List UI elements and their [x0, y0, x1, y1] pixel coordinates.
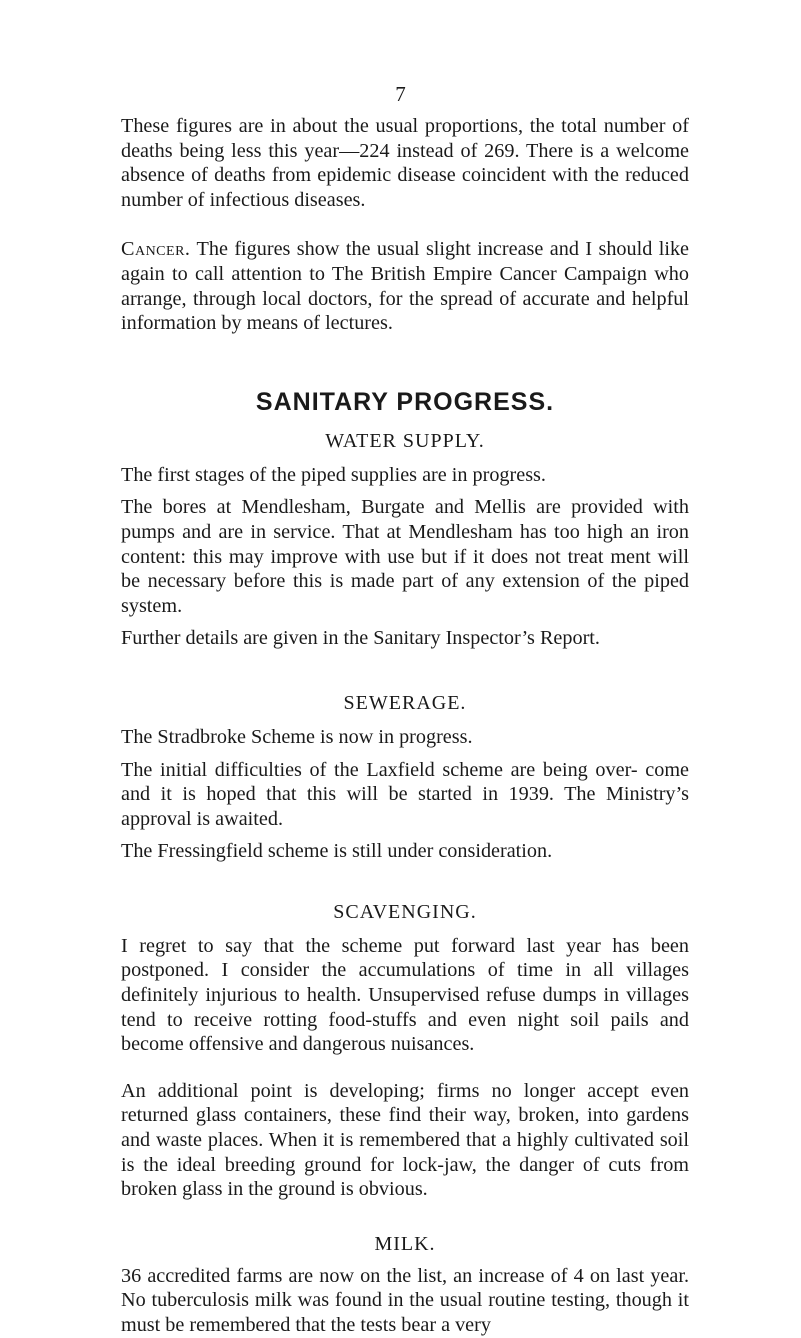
sewerage-paragraph-1: The Stradbroke Scheme is now in progress. [121, 725, 473, 748]
sanitary-progress-heading: SANITARY PROGRESS. [255, 387, 555, 416]
sewerage-paragraph-3: The Fressingfield scheme is still under consideration. [121, 840, 553, 863]
sewerage-paragraph-2: The initial difficulties of the Laxfield scheme are being over- come and it is hoped that this will be started in 1939. The Ministry’s approval is awaited. [121, 758, 689, 830]
scavenging-paragraph-1: I regret to say that the scheme put forward last year has been postponed. I consider the accumulations of time in all villages definitely injurious to health. Unsupervised refuse dumps in villages tend to receive rotting food-stuffs and even night soil pails and become offensive and dangerous nuisances. [121, 934, 689, 1056]
intro-paragraph: These figures are in about the usual proportions, the total number of deaths being less this year—224 instead of 269. There is a welcome absence of deaths from epidemic disease coincident with the reduced number of infectious diseases. [121, 115, 689, 211]
water-supply-paragraph-3: Further details are given in the Sanitary Inspector’s Report. [121, 627, 600, 650]
water-supply-paragraph-2: The bores at Mendlesham, Burgate and Mellis are provided with pumps and are in service. That at Mendlesham has too high an iron content: this may improve with use but if it does not treat ment will be necessary before this is made part of any extension of the piped system. [121, 496, 689, 617]
page-content [121, 114, 689, 1338]
page-number: 7 [395, 82, 406, 106]
milk-paragraph-1: 36 accredited farms are now on the list, an increase of 4 on last year. No tuberculosis milk was found in the usual routine testing, though it must be remembered that the tests bear a very [121, 1264, 689, 1336]
cancer-text: The figures show the usual slight increase and I should like again to call attention to The British Empire Cancer Campaign who arrange, through local doctors, for the spread of accurate and helpful information by means of lectures. [121, 238, 689, 335]
scavenging-paragraph-2: An additional point is developing; firms no longer accept even returned glass containers, these find their way, broken, into gardens and waste places. When it is remembered that a highly cultivated soil is the ideal breeding ground for lock-jaw, the danger of cuts from broken glass in the ground is obvious. [121, 1079, 689, 1201]
cancer-paragraph [121, 237, 689, 335]
scavenging-heading: SCAVENGING. [333, 900, 477, 923]
water-supply-heading: WATER SUPPLY. [325, 429, 485, 452]
milk-heading: MILK. [374, 1232, 436, 1255]
water-supply-paragraph-1: The first stages of the piped supplies are in progress. [121, 463, 546, 486]
cancer-label: Cancer. [121, 238, 191, 261]
sewerage-heading: SEWERAGE. [343, 691, 467, 714]
